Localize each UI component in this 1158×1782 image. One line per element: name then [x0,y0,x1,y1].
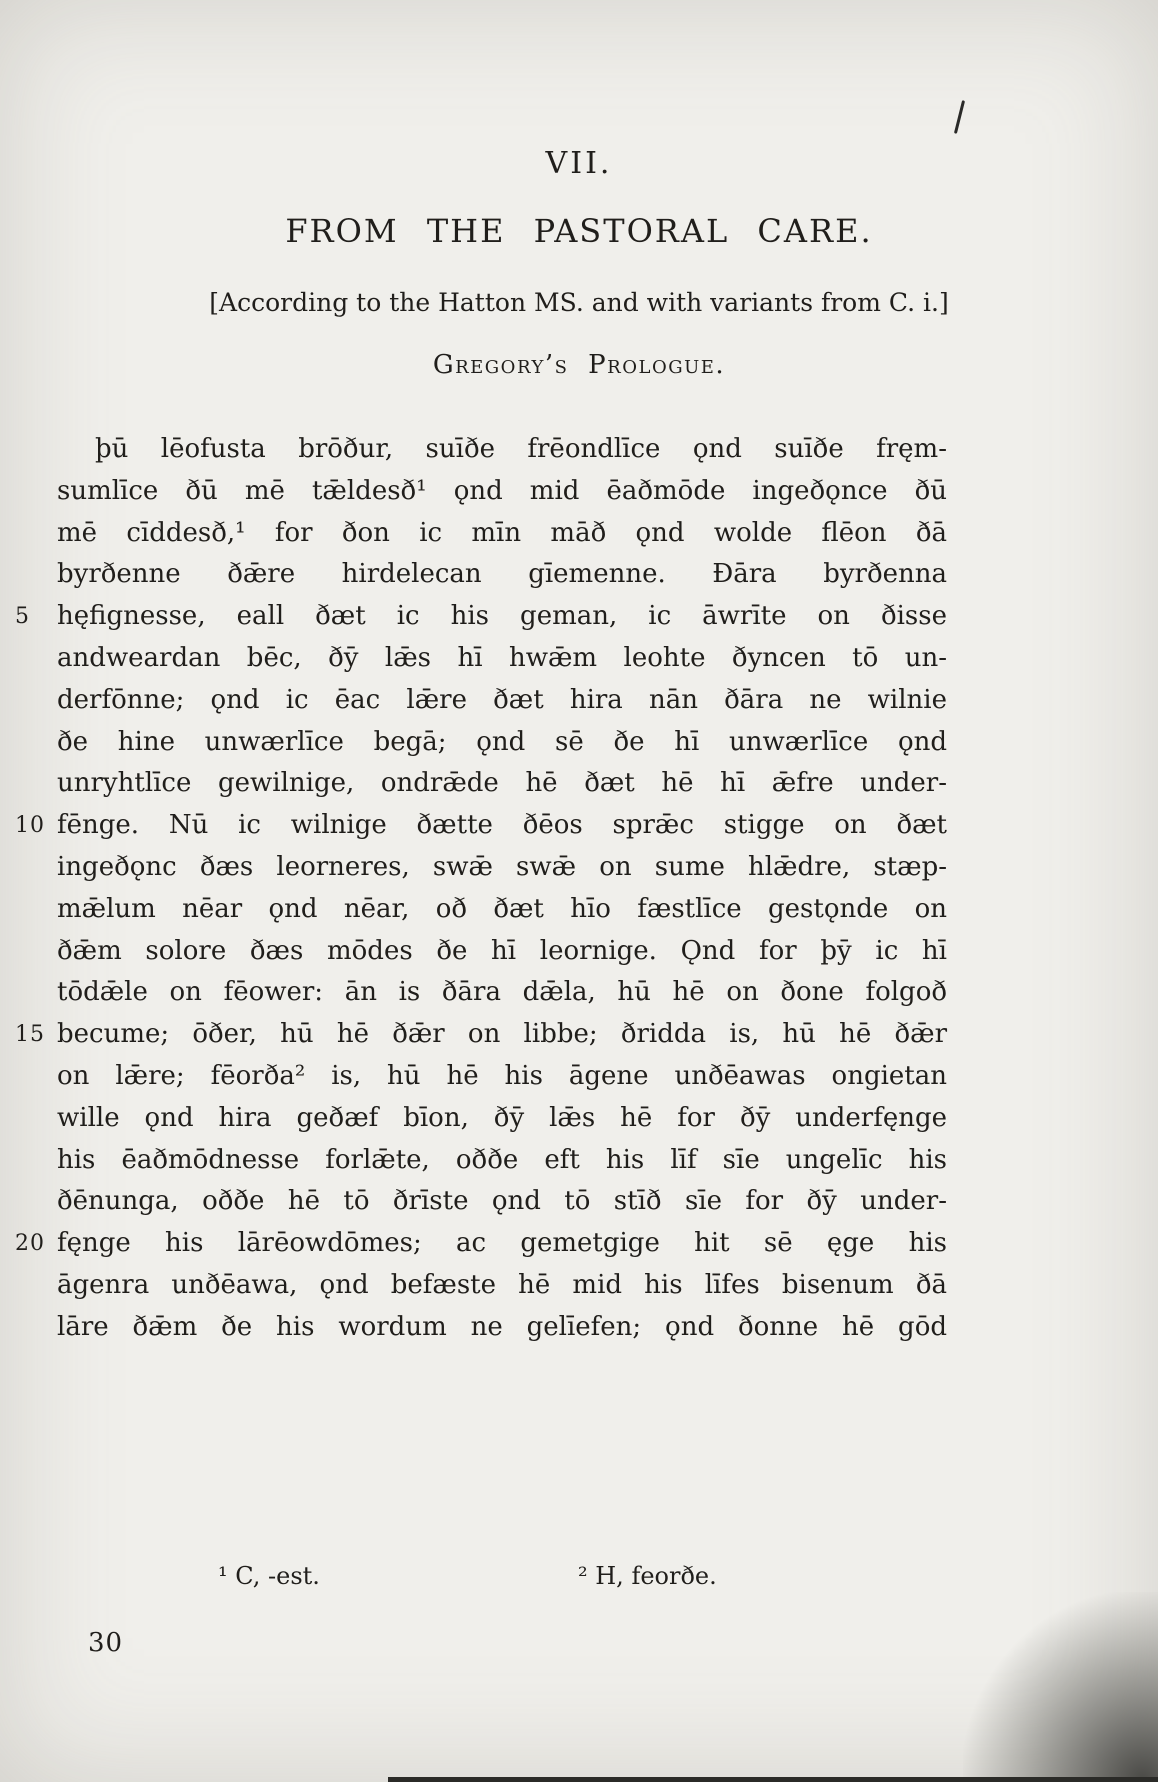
margin-line-number: 15 [15,1022,45,1048]
scan-edge [388,1777,1158,1782]
line-text: fēnge. Nū ic wilnige ðætte ðēos sprǣc stigge on ðæt [57,810,947,841]
text-line [57,1307,947,1349]
margin-line-number: 5 [15,604,30,630]
text-line [57,471,947,513]
line-text: mē cīddesð,¹ for ðon ic mīn māð ǫnd wolde flēon ðā [57,517,947,548]
scan-smudge [963,1592,1158,1782]
text-line [57,1181,947,1223]
text-line [57,889,947,931]
text-line [57,931,947,973]
line-text: wille ǫnd hira geðæf bīon, ðȳ lǣs hē for ðȳ underfęnge [57,1102,947,1133]
text-line [57,513,947,555]
footnote: ¹ C, -est. [218,1562,320,1590]
text-line [15,805,947,847]
line-text: derfōnne; ǫnd ic ēac lǣre ðæt hira nān ðāra ne wilnie [57,684,947,715]
text-line [57,1140,947,1182]
line-text: mǣlum nēar ǫnd nēar, oð ðæt hīo fæstlīce gestǫnde on [57,893,947,924]
line-text: ðe hine unwærlīce begā; ǫnd sē ðe hī unwærlīce ǫnd [57,726,947,757]
text-line [57,722,947,764]
text-line [57,763,947,805]
line-text: sumlīce ðū mē tǣldesð¹ ǫnd mid ēaðmōde ingeðǫnce ðū [57,475,947,506]
text-line [57,1056,947,1098]
footnote: ² H, feorðe. [578,1562,717,1590]
line-text: byrðenne ðǣre hirdelecan gīemenne. Ðāra byrðenna [57,559,947,590]
line-text: ingeðǫnc ðæs leorneres, swǣ swǣ on sume hlǣdre, stæp- [57,851,947,882]
text-line [57,1265,947,1307]
line-text: unryhtlīce gewilnige, ondrǣde hē ðæt hē hī ǣfre under- [57,768,947,799]
line-text: andweardan bēc, ðȳ lǣs hī hwǣm leohte ðyncen tō un- [57,642,947,673]
margin-line-number: 20 [15,1231,45,1257]
line-text: hęfignesse, eall ðæt ic his geman, ic āwrīte on ðisse [57,601,947,632]
text-line [57,847,947,889]
margin-line-number: 10 [15,813,45,839]
text-line [57,554,947,596]
line-text: fęnge his lārēowdōmes; ac gemetgige hit sē ęge his [57,1228,947,1259]
text-line [57,680,947,722]
manuscript-source-note: [According to the Hatton MS. and with variants from C. i.] [209,288,949,317]
text-line [15,1014,947,1056]
text-line [15,596,947,638]
text-line [57,638,947,680]
text-line [57,429,947,471]
line-text: ðēnunga, oððe hē tō ðrīste ǫnd tō stīð sīe for ðȳ under- [57,1186,947,1217]
text-line [15,1223,947,1265]
line-text: ðǣm solore ðæs mōdes ðe hī leornige. Ǫnd for þȳ ic hī [57,935,947,966]
section-heading: Gregory’s Prologue. [432,350,726,380]
line-text: on lǣre; fēorða² is, hū hē his āgene unðēawas ongietan [57,1060,947,1091]
line-text: becume; ōðer, hū hē ðǣr on libbe; ðridda is, hū hē ðǣr [57,1019,947,1050]
line-text: āgenra unðēawa, ǫnd befæste hē mid his līfes bisenum ðā [57,1269,947,1300]
text-line [57,972,947,1014]
line-text: þū lēofusta brōður, suīðe frēondlīce ǫnd suīðe fręm- [95,434,947,464]
line-text: his ēaðmōdnesse forlǣte, oððe eft his līf sīe ungelīc his [57,1144,947,1175]
page-number: 30 [88,1628,124,1658]
chapter-number: VII. [545,146,613,181]
text-line [57,1098,947,1140]
line-text: lāre ðǣm ðe his wordum ne gelīefen; ǫnd ðonne hē gōd [57,1311,947,1342]
line-text: tōdǣle on fēower: ān is ðāra dǣla, hū hē on ðone folgoð [57,977,947,1008]
page-title: FROM THE PASTORAL CARE. [285,212,873,250]
text-body [15,429,947,1349]
pen-mark [954,100,965,134]
